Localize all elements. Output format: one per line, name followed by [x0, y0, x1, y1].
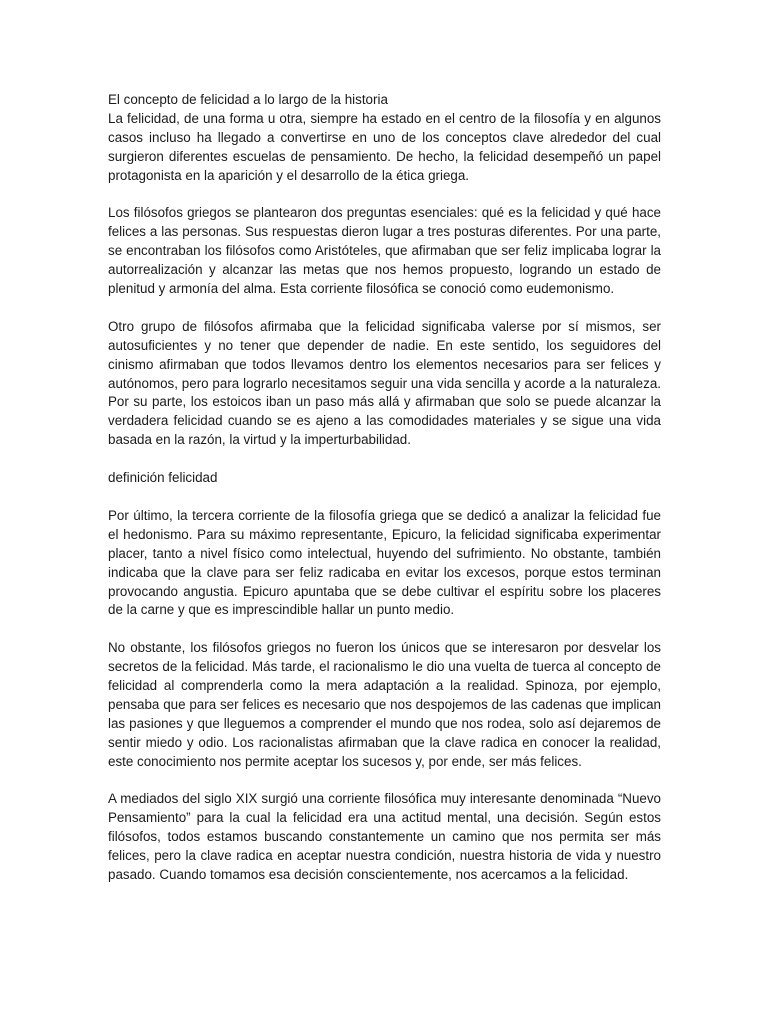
paragraph-intro: La felicidad, de una forma u otra, siempre ha estado en el centro de la filosofía y en algunos casos incluso ha llegado a convertirse en uno de los conceptos clave alrededor del cual surgieron diferentes escuelas de pensamiento. De hecho, la felicidad desempeñó un papel protagonista en la aparición y el desarrollo de la ética griega. — [108, 110, 661, 183]
paragraph-rationalism: No obstante, los filósofos griegos no fueron los únicos que se interesaron por desvelar los secretos de la felicidad. Más tarde, el racionalismo le dio una vuelta de tuerca al concepto de felicidad al comprenderla como la mera adaptación a la realidad. Spinoza, por ejemplo, pensaba que para ser felices es necesario que nos despojemos de las cadenas que implican las pasiones y que lleguemos a comprender el mundo que nos rodea, solo así dejaremos de sentir miedo y odio. Los racionalistas afirmaban que la clave radica en conocer la realidad, este conocimiento nos permite aceptar los sucesos y, por ende, ser más felices. — [108, 640, 661, 769]
document-title: El concepto de felicidad a lo largo de la historia — [108, 92, 388, 107]
paragraph-greek-questions: Los filósofos griegos se plantearon dos preguntas esenciales: qué es la felicidad y qué hace felices a las personas. Sus respuestas dieron lugar a tres posturas diferentes. Por una parte, se encontraban los filósofos como Aristóteles, que afirmaban que ser feliz implicaba lograr la autorrealización y alcanzar las metas que nos hemos propuesto, logrando un estado de plenitud y armonía del alma. Esta corriente filosófica se conoció como eudemonismo. — [108, 205, 661, 297]
section-label: definición felicidad — [108, 470, 218, 486]
paragraph-new-thought: A mediados del siglo XIX surgió una corriente filosófica muy interesante denominada “Nuevo Pensamiento” para la cual la felicidad era una actitud mental, una decisión. Según estos filósofos, todos estamos buscando constantemente un camino que nos permita ser más felices, pero la clave radica en aceptar nuestra condición, nuestra historia de vida y nuestro pasado. Cuando tomamos esa decisión conscientemente, nos acercamos a la felicidad. — [108, 791, 661, 883]
paragraph-cynics-stoics: Otro grupo de filósofos afirmaba que la felicidad significaba valerse por sí mismos, ser autosuficientes y no tener que depender de nadie. En este sentido, los seguidores del cinismo afirmaban que todos llevamos dentro los elementos necesarios para ser felices y autónomos, pero para lograrlo necesitamos seguir una vida sencilla y acorde a la naturaleza. Por su parte, los estoicos iban un paso más allá y afirmaban que solo se puede alcanzar la verdadera felicidad cuando se es ajeno a las comodidades materiales y se sigue una vida basada en la razón, la virtud y la imperturbabilidad. — [108, 318, 661, 448]
document-page — [108, 91, 661, 904]
paragraph-hedonism: Por último, la tercera corriente de la filosofía griega que se dedicó a analizar la felicidad fue el hedonismo. Para su máximo representante, Epicuro, la felicidad significaba experimentar placer, tanto a nivel físico como intelectual, huyendo del sufrimiento. No obstante, también indicaba que la clave para ser feliz radicaba en evitar los excesos, porque estos terminan provocando angustia. Epicuro apuntaba que se debe cultivar el espíritu sobre los placeres de la carne y que es imprescindible hallar un punto medio. — [108, 507, 661, 618]
